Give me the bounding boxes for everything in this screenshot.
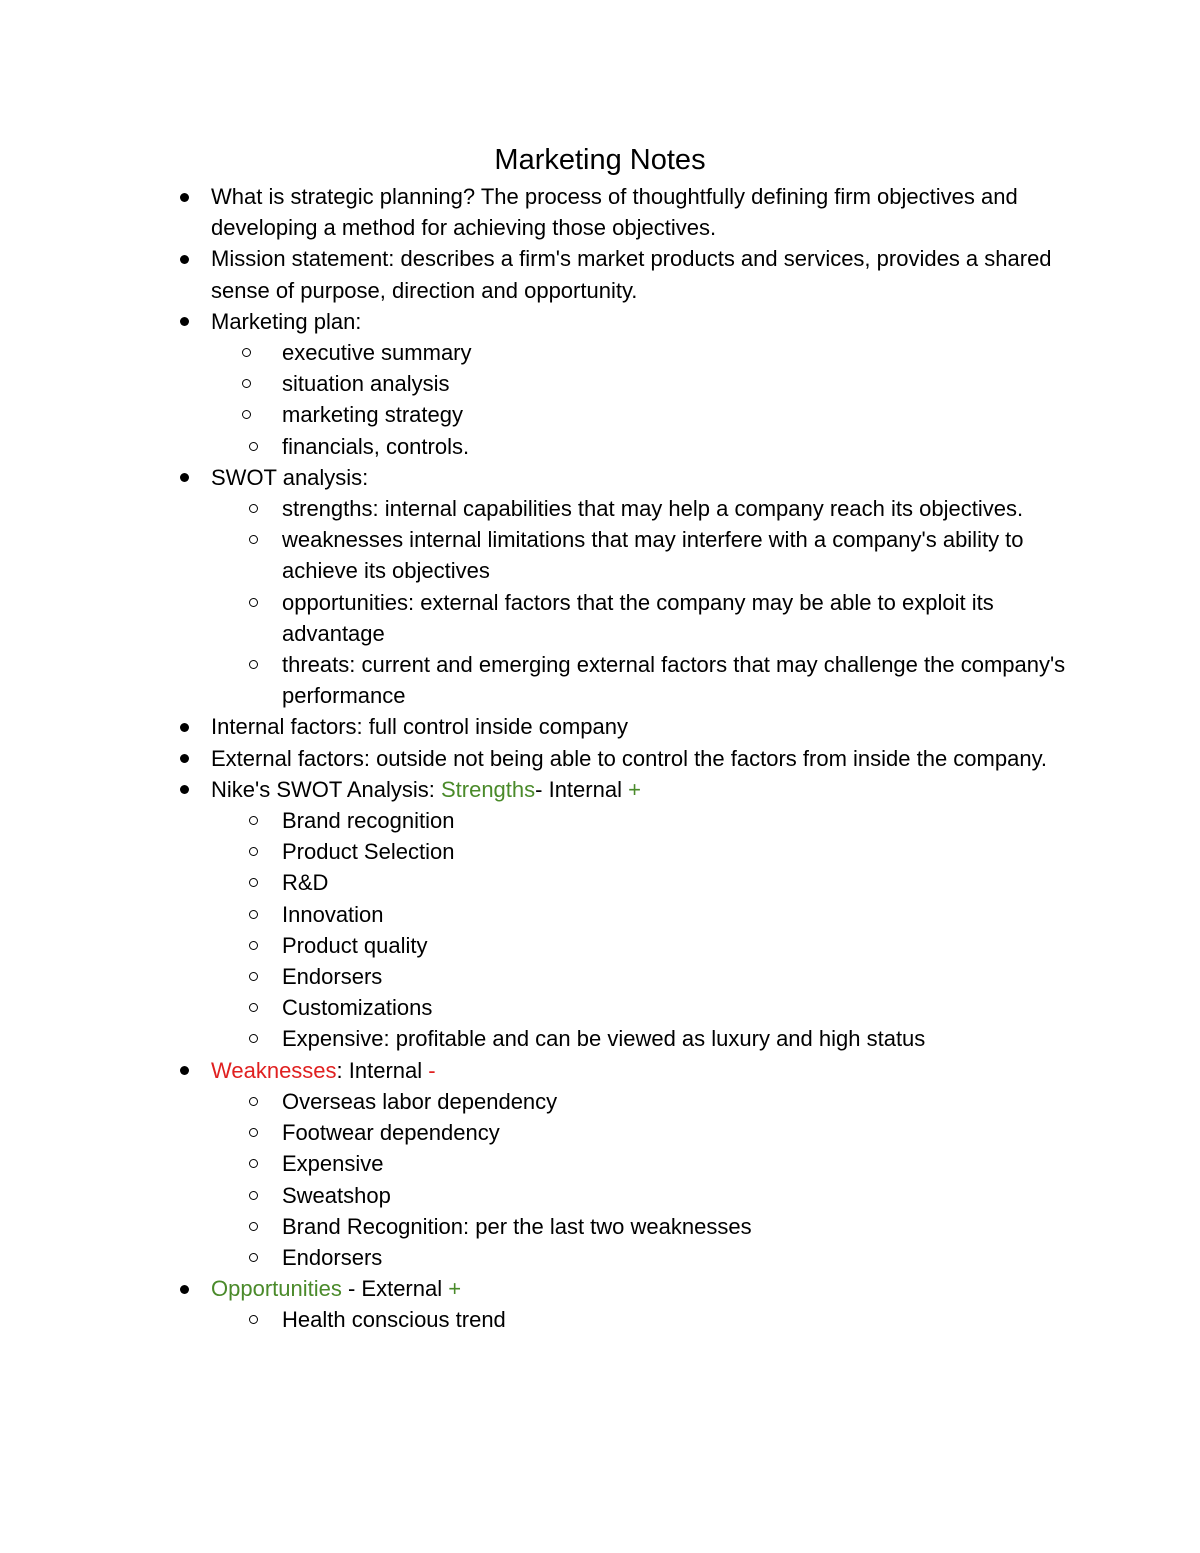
filled-bullet-icon: [180, 193, 189, 202]
hollow-bullet-icon: [249, 972, 258, 981]
item-text: Marketing plan:: [211, 308, 362, 334]
sublist-item: Brand recognition: [282, 805, 1071, 836]
hollow-bullet-icon: [249, 504, 258, 513]
hollow-bullet-icon: [249, 535, 258, 544]
sublist-item: marketing strategy: [282, 399, 1071, 430]
hollow-bullet-icon: [249, 878, 258, 887]
item-text-middle: - Internal: [535, 776, 629, 802]
sublist-item: Expensive: [282, 1148, 1071, 1179]
filled-bullet-icon: [180, 1066, 189, 1075]
item-text: External factors: outside not being able to control the factors from inside the company.: [211, 745, 1048, 771]
sublist-item: situation analysis: [282, 368, 1071, 399]
item-text-middle: : Internal: [336, 1057, 429, 1083]
hollow-bullet-icon: [242, 410, 251, 419]
hollow-bullet-icon: [249, 1315, 258, 1324]
item-text-prefix: Nike's SWOT Analysis:: [211, 776, 441, 802]
hollow-bullet-icon: [249, 1003, 258, 1012]
hollow-bullet-icon: [249, 941, 258, 950]
hollow-bullet-icon: [249, 1159, 258, 1168]
sublist-item: threats: current and emerging external factors that may challenge the company's performance: [282, 649, 1071, 711]
list-item-swot-analysis: [211, 462, 1071, 712]
filled-bullet-icon: [180, 754, 189, 763]
hollow-bullet-icon: [249, 442, 258, 451]
hollow-bullet-icon: [242, 379, 251, 388]
sublist-item: Product Selection: [282, 836, 1071, 867]
hollow-bullet-icon: [249, 598, 258, 607]
filled-bullet-icon: [180, 317, 189, 326]
list-item-weaknesses: [211, 1055, 1071, 1273]
opportunities-sublist: [211, 1304, 1071, 1335]
sublist-item: Endorsers: [282, 961, 1071, 992]
sublist-item: Expensive: profitable and can be viewed as luxury and high status: [282, 1023, 1071, 1054]
sublist-item: Health conscious trend: [282, 1304, 1071, 1335]
list-item-marketing-plan: [211, 306, 1071, 462]
positive-sign: +: [628, 776, 641, 802]
filled-bullet-icon: [180, 1285, 189, 1294]
item-text-middle: - External: [341, 1276, 449, 1302]
item-text: What is strategic planning? The process of thoughtfully defining firm objectives and developing a method for achieving those objectives.: [211, 184, 1018, 241]
weaknesses-sublist: [211, 1086, 1071, 1273]
list-item-opportunities: [211, 1273, 1071, 1335]
list-item-mission-statement: [211, 243, 1071, 305]
positive-sign: +: [448, 1276, 462, 1302]
sublist-item: executive summary: [282, 337, 1071, 368]
sublist-item: Footwear dependency: [282, 1117, 1071, 1148]
filled-bullet-icon: [180, 473, 189, 482]
sublist-item: strengths: internal capabilities that may help a company reach its objectives.: [282, 493, 1071, 524]
hollow-bullet-icon: [249, 1128, 258, 1137]
page-title: Marketing Notes: [494, 144, 706, 176]
sublist-item: Sweatshop: [282, 1180, 1071, 1211]
hollow-bullet-icon: [249, 816, 258, 825]
sublist-item: Innovation: [282, 899, 1071, 930]
sublist-item: R&D: [282, 867, 1071, 898]
strengths-sublist: [211, 805, 1071, 1055]
list-item-external-factors: [211, 743, 1071, 774]
item-text: SWOT analysis:: [211, 464, 369, 490]
strengths-highlight: Strengths: [440, 776, 536, 802]
sublist-item: Endorsers: [282, 1242, 1071, 1273]
filled-bullet-icon: [180, 723, 189, 732]
item-text: Internal factors: full control inside company: [211, 714, 628, 740]
hollow-bullet-icon: [249, 660, 258, 669]
hollow-bullet-icon: [249, 1034, 258, 1043]
swot-sublist: [211, 493, 1071, 711]
sublist-item: Customizations: [282, 992, 1071, 1023]
hollow-bullet-icon: [242, 348, 251, 357]
filled-bullet-icon: [180, 785, 189, 794]
sublist-item: weaknesses internal limitations that may interfere with a company's ability to achieve its objectives: [282, 524, 1071, 586]
item-text: Mission statement: describes a firm's market products and services, provides a shared sense of purpose, direction and opportunity.: [211, 246, 1052, 303]
filled-bullet-icon: [180, 255, 189, 264]
hollow-bullet-icon: [249, 1191, 258, 1200]
sublist-item: Product quality: [282, 930, 1071, 961]
hollow-bullet-icon: [249, 1222, 258, 1231]
list-item-strategic-planning: [211, 181, 1071, 243]
notes-list: [211, 181, 1071, 1336]
list-item-internal-factors: [211, 711, 1071, 742]
opportunities-highlight: Opportunities: [211, 1276, 342, 1302]
hollow-bullet-icon: [249, 910, 258, 919]
hollow-bullet-icon: [249, 847, 258, 856]
sublist-item: opportunities: external factors that the company may be able to exploit its advantage: [282, 587, 1071, 649]
hollow-bullet-icon: [249, 1253, 258, 1262]
sublist-item: financials, controls.: [282, 431, 1071, 462]
sublist-item: Brand Recognition: per the last two weaknesses: [282, 1211, 1071, 1242]
hollow-bullet-icon: [249, 1097, 258, 1106]
marketing-plan-sublist: [211, 337, 1071, 462]
list-item-nike-strengths: [211, 774, 1071, 1055]
negative-sign: -: [428, 1057, 436, 1083]
sublist-item: Overseas labor dependency: [282, 1086, 1071, 1117]
weaknesses-highlight: Weaknesses: [211, 1057, 337, 1083]
